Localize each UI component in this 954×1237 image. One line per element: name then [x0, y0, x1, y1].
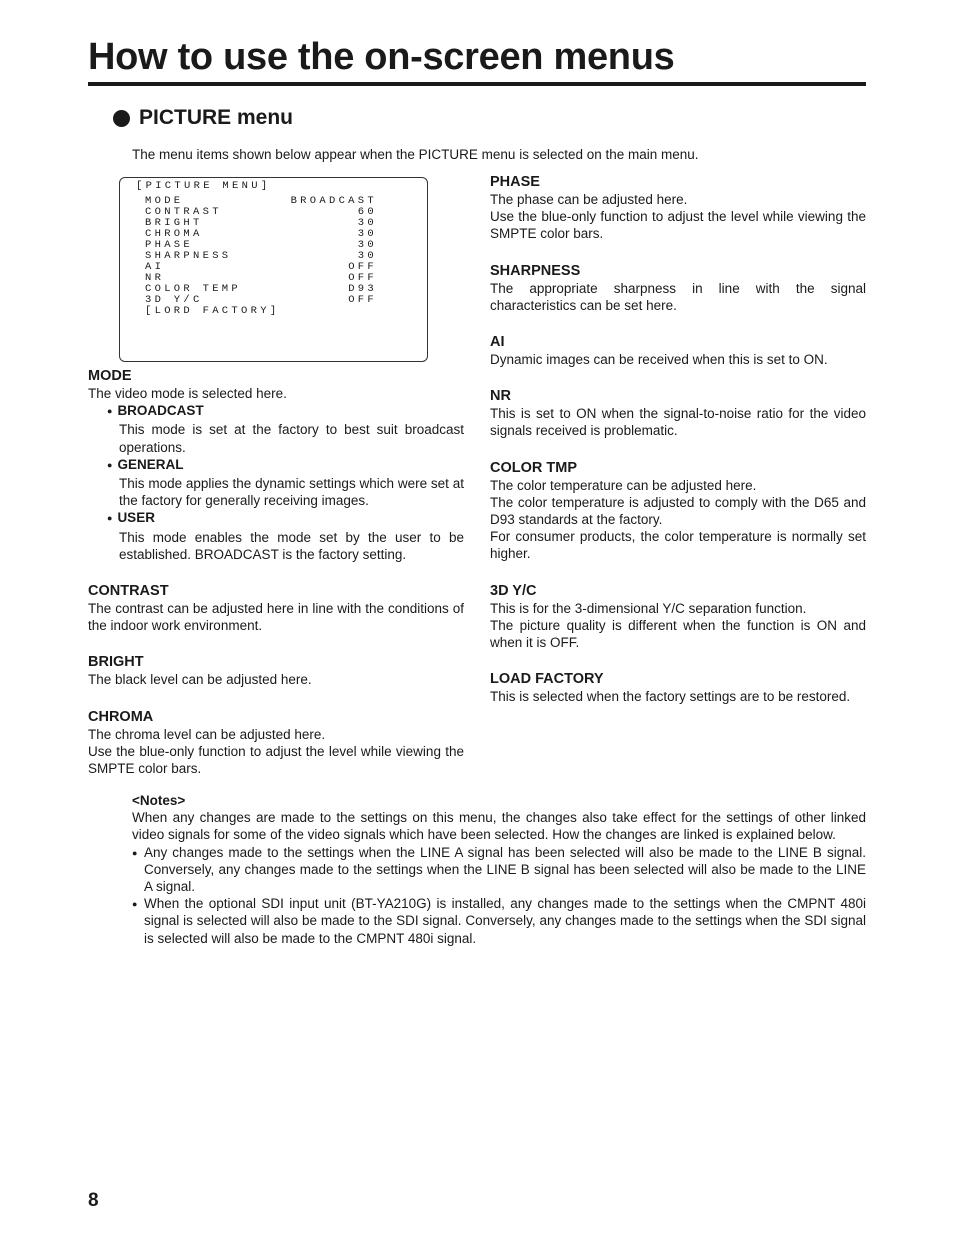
menu-row-label: SHARPNESS [145, 250, 232, 262]
notes-heading: <Notes> [132, 793, 186, 808]
menu-screen-header: [PICTURE MENU] [136, 180, 271, 192]
3d-yc-section [490, 582, 866, 652]
intro-text: The menu items shown below appear when the PICTURE menu is selected on the main menu. [132, 147, 699, 162]
phase-section [490, 173, 866, 243]
color-tmp-description: For consumer products, the color temperature is normally set higher. [490, 529, 866, 562]
menu-screen-row [145, 262, 377, 273]
mode-option-text: This mode applies the dynamic settings which were set at the factory for generally receiving images. [119, 476, 464, 509]
menu-row-value: OFF [348, 261, 377, 273]
menu-row-value: 30 [357, 250, 377, 262]
mode-option-name: ● USER [107, 509, 464, 528]
page-title: How to use the on-screen menus [88, 36, 675, 78]
ai-description: Dynamic images can be received when this is set to ON. [490, 352, 828, 368]
color-tmp-heading: COLOR TMP [490, 459, 577, 476]
menu-row-label: 3D Y/C [145, 294, 203, 306]
nr-heading: NR [490, 388, 511, 405]
menu-screen-illustration [119, 177, 428, 362]
3d-yc-heading: 3D Y/C [490, 582, 537, 599]
mode-option-text: This mode enables the mode set by the user to be established. BROADCAST is the factory setting. [119, 529, 464, 562]
chroma-description: The chroma level can be adjusted here. [88, 726, 326, 742]
filled-circle-icon [113, 110, 130, 127]
contrast-section [88, 582, 464, 634]
notes-bullet: ● When the optional SDI input unit (BT-YA210G) is installed, any changes made to the settings when the CMPNT 480i signal is selected will also be made to the SDI signal. Conversely, any changes made to the settings when the SDI signal is selected will also be made to the CMPNT 480i signal. [132, 895, 866, 947]
menu-row-label: MODE [145, 195, 184, 207]
phase-description: The phase can be adjusted here. [490, 192, 688, 207]
menu-row-label: NR [145, 272, 165, 284]
nr-section [490, 387, 866, 439]
mode-option-broadcast [119, 402, 464, 456]
right-column [490, 173, 866, 705]
menu-row-label: [LORD FACTORY] [145, 305, 280, 317]
load-factory-heading: LOAD FACTORY [490, 671, 604, 688]
chroma-description: Use the blue-only function to adjust the level while viewing the SMPTE color bars. [88, 743, 464, 777]
menu-row-label: COLOR TEMP [145, 283, 242, 295]
ai-heading: AI [490, 334, 505, 351]
3d-yc-description: The picture quality is different when the function is ON and when it is OFF. [490, 617, 866, 651]
nr-description: This is set to ON when the signal-to-noise ratio for the video signals received is problematic. [490, 406, 866, 439]
menu-row-value: 60 [357, 206, 377, 218]
menu-row-value: OFF [348, 294, 377, 306]
bright-description: The black level can be adjusted here. [88, 672, 312, 688]
notes-section [132, 792, 866, 947]
menu-row-value: 30 [357, 228, 377, 240]
left-column [88, 367, 464, 777]
menu-row-value: BROADCAST [290, 195, 377, 207]
notes-bullet: ● Any changes made to the settings when the LINE A signal has been selected will also be made to the LINE B signal. Conversely, any changes made to the settings when the LINE B signal has been selected will also be made to the LINE A signal. [132, 844, 866, 896]
load-factory-section [490, 670, 866, 705]
title-rule [88, 82, 866, 86]
menu-row-value: D93 [348, 283, 377, 295]
menu-screen-row [145, 306, 377, 317]
color-tmp-description: The color temperature can be adjusted here. [490, 477, 757, 493]
menu-row-value: 30 [357, 217, 377, 229]
section-title [113, 104, 293, 132]
chroma-heading: CHROMA [88, 708, 154, 725]
menu-row-label: BRIGHT [145, 217, 203, 229]
menu-row-label: CHROMA [145, 228, 203, 240]
mode-heading: MODE [88, 368, 132, 384]
menu-row-label: PHASE [145, 239, 194, 251]
sharpness-section [490, 262, 866, 314]
menu-row-value: OFF [348, 272, 377, 284]
color-tmp-description: The color temperature is adjusted to comply with the D65 and D93 standards at the factory. [490, 494, 866, 528]
load-factory-description: This is selected when the factory settings are to be restored. [490, 689, 851, 705]
ai-section [490, 333, 866, 368]
mode-option-name: ● BROADCAST [107, 402, 464, 421]
menu-screen-row [145, 251, 377, 262]
menu-row-label: CONTRAST [145, 206, 222, 218]
section-title-text: PICTURE menu [139, 106, 294, 129]
bright-heading: BRIGHT [88, 654, 144, 671]
mode-option-text: This mode is set at the factory to best suit broadcast operations. [119, 422, 464, 455]
sharpness-heading: SHARPNESS [490, 262, 581, 279]
sharpness-description: The appropriate sharpness in line with the signal characteristics can be set here. [490, 280, 866, 313]
color-tmp-section [490, 459, 866, 563]
mode-description: The video mode is selected here. [88, 386, 287, 401]
page-number: 8 [88, 1190, 99, 1211]
menu-row-value: 30 [357, 239, 377, 251]
mode-option-general [119, 456, 464, 510]
bright-section [88, 653, 464, 688]
notes-intro: When any changes are made to the settings on this menu, the changes also take effect for the settings of other linked video signals for some of the video signals which have been selected. How the changes are linked is explained below. [132, 810, 866, 843]
mode-option-name: ● GENERAL [107, 456, 464, 475]
contrast-description: The contrast can be adjusted here in line with the conditions of the indoor work environment. [88, 601, 464, 634]
chroma-section [88, 708, 464, 778]
3d-yc-description: This is for the 3-dimensional Y/C separation function. [490, 600, 807, 616]
contrast-heading: CONTRAST [88, 583, 169, 600]
mode-section [88, 367, 464, 563]
phase-description: Use the blue-only function to adjust the level while viewing the SMPTE color bars. [490, 209, 866, 242]
menu-row-label: AI [145, 261, 165, 273]
phase-heading: PHASE [490, 174, 540, 190]
mode-option-user [119, 509, 464, 563]
